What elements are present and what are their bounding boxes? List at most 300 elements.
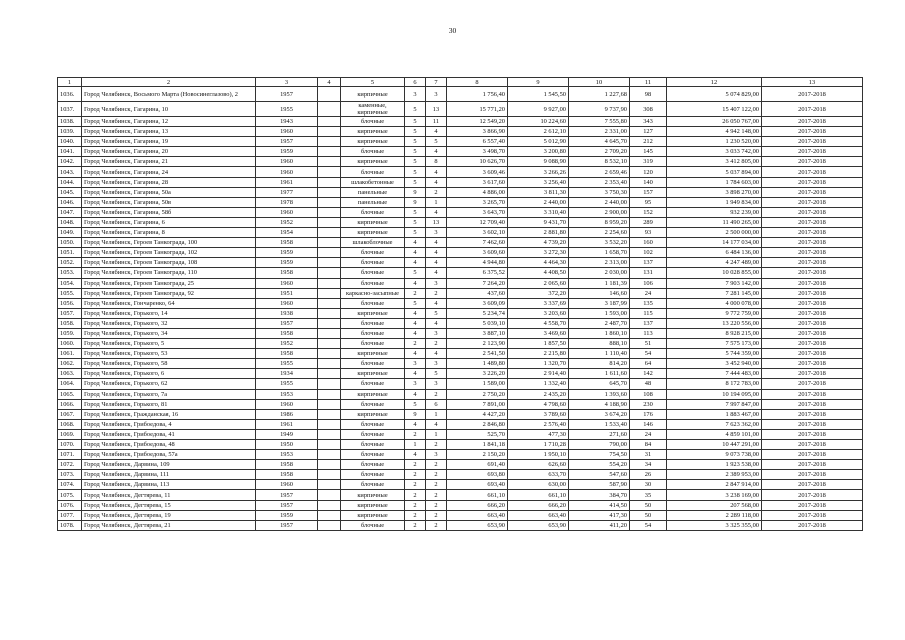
year-built-cell: 1960 bbox=[256, 298, 318, 308]
wall-material-cell: блочные bbox=[341, 520, 405, 530]
cost-cell: 3 325 355,00 bbox=[667, 520, 762, 530]
residents-cell: 145 bbox=[630, 147, 667, 157]
cost-cell: 2 500 000,00 bbox=[667, 228, 762, 238]
col-4-cell bbox=[318, 278, 341, 288]
header-cell: 12 bbox=[667, 78, 762, 87]
cost-cell: 15 407 122,00 bbox=[667, 102, 762, 117]
table-row bbox=[58, 207, 863, 217]
address-cell: Город Челябинск, Гагарина, 21 bbox=[82, 157, 256, 167]
floors-cell: 2 bbox=[405, 470, 426, 480]
col-4-cell bbox=[318, 339, 341, 349]
cost-cell: 4 000 078,00 bbox=[667, 298, 762, 308]
entrances-cell: 4 bbox=[426, 318, 447, 328]
wall-material-cell: блочные bbox=[341, 470, 405, 480]
repair-period-cell: 2017-2018 bbox=[762, 510, 863, 520]
repair-period-cell: 2017-2018 bbox=[762, 409, 863, 419]
total-area-cell: 3 609,09 bbox=[447, 298, 508, 308]
floors-cell: 5 bbox=[405, 147, 426, 157]
col-4-cell bbox=[318, 177, 341, 187]
cost-cell: 3 033 742,00 bbox=[667, 147, 762, 157]
living-area-cell: 9 431,70 bbox=[508, 217, 569, 227]
entrances-cell: 2 bbox=[426, 490, 447, 500]
floors-cell: 5 bbox=[405, 177, 426, 187]
row-number-cell: 1051. bbox=[58, 248, 82, 258]
address-cell: Город Челябинск, Горького, 58 bbox=[82, 359, 256, 369]
floors-cell: 5 bbox=[405, 217, 426, 227]
living-area-cell: 2 612,10 bbox=[508, 127, 569, 137]
wall-material-cell: блочные bbox=[341, 258, 405, 268]
col-4-cell bbox=[318, 409, 341, 419]
entrances-cell: 2 bbox=[426, 500, 447, 510]
year-built-cell: 1953 bbox=[256, 450, 318, 460]
col-4-cell bbox=[318, 450, 341, 460]
floors-cell: 5 bbox=[405, 207, 426, 217]
table-row bbox=[58, 157, 863, 167]
address-cell: Город Челябинск, Горького, 14 bbox=[82, 308, 256, 318]
table-row bbox=[58, 359, 863, 369]
cost-cell: 3 412 805,00 bbox=[667, 157, 762, 167]
address-cell: Город Челябинск, Героев Танкограда, 102 bbox=[82, 248, 256, 258]
residents-cell: 64 bbox=[630, 359, 667, 369]
entrances-cell: 2 bbox=[426, 288, 447, 298]
table-row bbox=[58, 409, 863, 419]
repair-period-cell: 2017-2018 bbox=[762, 419, 863, 429]
address-cell: Город Челябинск, Гончаренко, 64 bbox=[82, 298, 256, 308]
entrances-cell: 2 bbox=[426, 339, 447, 349]
living-area-cell: 2 881,80 bbox=[508, 228, 569, 238]
col-4-cell bbox=[318, 167, 341, 177]
total-area-cell: 12 709,40 bbox=[447, 217, 508, 227]
repair-period-cell: 2017-2018 bbox=[762, 258, 863, 268]
residents-cell: 24 bbox=[630, 429, 667, 439]
cost-cell: 1 923 538,00 bbox=[667, 460, 762, 470]
cost-cell: 5 037 894,00 bbox=[667, 167, 762, 177]
cost-cell: 2 289 118,00 bbox=[667, 510, 762, 520]
total-area-cell: 3 226,20 bbox=[447, 369, 508, 379]
wall-material-cell: блочные bbox=[341, 298, 405, 308]
residents-cell: 160 bbox=[630, 238, 667, 248]
table-row bbox=[58, 187, 863, 197]
year-built-cell: 1951 bbox=[256, 288, 318, 298]
cost-cell: 7 281 145,00 bbox=[667, 288, 762, 298]
row-number-cell: 1049. bbox=[58, 228, 82, 238]
residents-cell: 176 bbox=[630, 409, 667, 419]
residential-area-cell: 9 737,90 bbox=[569, 102, 630, 117]
living-area-cell: 9 088,90 bbox=[508, 157, 569, 167]
year-built-cell: 1952 bbox=[256, 217, 318, 227]
entrances-cell: 4 bbox=[426, 349, 447, 359]
floors-cell: 2 bbox=[405, 460, 426, 470]
address-cell: Город Челябинск, Гагарина, 13 bbox=[82, 127, 256, 137]
residential-area-cell: 3 674,20 bbox=[569, 409, 630, 419]
table-row bbox=[58, 268, 863, 278]
residential-area-cell: 7 555,80 bbox=[569, 117, 630, 127]
cost-cell: 3 452 940,00 bbox=[667, 359, 762, 369]
year-built-cell: 1953 bbox=[256, 389, 318, 399]
table-row bbox=[58, 490, 863, 500]
floors-cell: 4 bbox=[405, 308, 426, 318]
wall-material-cell: блочные bbox=[341, 419, 405, 429]
address-cell: Город Челябинск, Грибоедова, 4 bbox=[82, 419, 256, 429]
table-row bbox=[58, 117, 863, 127]
wall-material-cell: шлакоблочные bbox=[341, 238, 405, 248]
entrances-cell: 4 bbox=[426, 167, 447, 177]
year-built-cell: 1977 bbox=[256, 187, 318, 197]
address-cell: Город Челябинск, Дегтярева, 19 bbox=[82, 510, 256, 520]
wall-material-cell: блочные bbox=[341, 379, 405, 389]
row-number-cell: 1040. bbox=[58, 137, 82, 147]
row-number-cell: 1058. bbox=[58, 318, 82, 328]
total-area-cell: 4 944,80 bbox=[447, 258, 508, 268]
total-area-cell: 3 609,60 bbox=[447, 248, 508, 258]
living-area-cell: 4 798,60 bbox=[508, 399, 569, 409]
repair-period-cell: 2017-2018 bbox=[762, 167, 863, 177]
living-area-cell: 3 266,26 bbox=[508, 167, 569, 177]
year-built-cell: 1959 bbox=[256, 147, 318, 157]
total-area-cell: 7 891,00 bbox=[447, 399, 508, 409]
wall-material-cell: блочные bbox=[341, 399, 405, 409]
row-number-cell: 1056. bbox=[58, 298, 82, 308]
living-area-cell: 2 440,00 bbox=[508, 197, 569, 207]
total-area-cell: 15 771,20 bbox=[447, 102, 508, 117]
total-area-cell: 7 462,60 bbox=[447, 238, 508, 248]
repair-period-cell: 2017-2018 bbox=[762, 308, 863, 318]
entrances-cell: 3 bbox=[426, 450, 447, 460]
total-area-cell: 2 150,20 bbox=[447, 450, 508, 460]
residential-area-cell: 2 030,00 bbox=[569, 268, 630, 278]
residents-cell: 113 bbox=[630, 328, 667, 338]
header-cell: 13 bbox=[762, 78, 863, 87]
repair-period-cell: 2017-2018 bbox=[762, 147, 863, 157]
living-area-cell: 4 558,70 bbox=[508, 318, 569, 328]
living-area-cell: 1 545,50 bbox=[508, 87, 569, 102]
floors-cell: 4 bbox=[405, 318, 426, 328]
cost-cell: 1 784 603,00 bbox=[667, 177, 762, 187]
floors-cell: 4 bbox=[405, 238, 426, 248]
entrances-cell: 4 bbox=[426, 147, 447, 157]
living-area-cell: 3 789,60 bbox=[508, 409, 569, 419]
wall-material-cell: кирпичные bbox=[341, 157, 405, 167]
repair-period-cell: 2017-2018 bbox=[762, 238, 863, 248]
table-row bbox=[58, 450, 863, 460]
wall-material-cell: шлакобетонные bbox=[341, 177, 405, 187]
year-built-cell: 1960 bbox=[256, 167, 318, 177]
wall-material-cell: блочные bbox=[341, 167, 405, 177]
table-row bbox=[58, 177, 863, 187]
living-area-cell: 2 914,40 bbox=[508, 369, 569, 379]
cost-cell: 14 177 034,00 bbox=[667, 238, 762, 248]
repair-period-cell: 2017-2018 bbox=[762, 379, 863, 389]
residents-cell: 50 bbox=[630, 500, 667, 510]
total-area-cell: 2 846,80 bbox=[447, 419, 508, 429]
table-row bbox=[58, 460, 863, 470]
entrances-cell: 3 bbox=[426, 87, 447, 102]
floors-cell: 3 bbox=[405, 379, 426, 389]
row-number-cell: 1077. bbox=[58, 510, 82, 520]
repair-period-cell: 2017-2018 bbox=[762, 490, 863, 500]
wall-material-cell: блочные bbox=[341, 318, 405, 328]
floors-cell: 5 bbox=[405, 127, 426, 137]
row-number-cell: 1052. bbox=[58, 258, 82, 268]
residential-area-cell: 754,50 bbox=[569, 450, 630, 460]
repair-period-cell: 2017-2018 bbox=[762, 318, 863, 328]
address-cell: Город Челябинск, Дарвина, 111 bbox=[82, 470, 256, 480]
residential-area-cell: 1 658,70 bbox=[569, 248, 630, 258]
living-area-cell: 653,90 bbox=[508, 520, 569, 530]
cost-cell: 9 772 759,00 bbox=[667, 308, 762, 318]
wall-material-cell: кирпичные bbox=[341, 127, 405, 137]
wall-material-cell: кирпичные bbox=[341, 217, 405, 227]
table-row bbox=[58, 399, 863, 409]
living-area-cell: 663,40 bbox=[508, 510, 569, 520]
cost-cell: 5 074 829,00 bbox=[667, 87, 762, 102]
floors-cell: 4 bbox=[405, 419, 426, 429]
wall-material-cell: блочные bbox=[341, 207, 405, 217]
table-row bbox=[58, 298, 863, 308]
table-row bbox=[58, 480, 863, 490]
table-row bbox=[58, 369, 863, 379]
wall-material-cell: блочные bbox=[341, 328, 405, 338]
floors-cell: 2 bbox=[405, 520, 426, 530]
floors-cell: 4 bbox=[405, 349, 426, 359]
living-area-cell: 2 065,60 bbox=[508, 278, 569, 288]
year-built-cell: 1960 bbox=[256, 157, 318, 167]
entrances-cell: 2 bbox=[426, 440, 447, 450]
address-cell: Город Челябинск, Горького, 53 bbox=[82, 349, 256, 359]
residential-area-cell: 554,20 bbox=[569, 460, 630, 470]
address-cell: Город Челябинск, Героев Танкограда, 25 bbox=[82, 278, 256, 288]
residential-area-cell: 8 959,20 bbox=[569, 217, 630, 227]
address-cell: Город Челябинск, Гагарина, 20 bbox=[82, 147, 256, 157]
living-area-cell: 372,20 bbox=[508, 288, 569, 298]
row-number-cell: 1036. bbox=[58, 87, 82, 102]
cost-cell: 11 490 265,00 bbox=[667, 217, 762, 227]
year-built-cell: 1961 bbox=[256, 419, 318, 429]
wall-material-cell: блочные bbox=[341, 440, 405, 450]
residents-cell: 35 bbox=[630, 490, 667, 500]
table-row bbox=[58, 217, 863, 227]
repair-period-cell: 2017-2018 bbox=[762, 268, 863, 278]
residential-area-cell: 1 393,60 bbox=[569, 389, 630, 399]
address-cell: Город Челябинск, Дегтярева, 15 bbox=[82, 500, 256, 510]
cost-cell: 2 847 914,00 bbox=[667, 480, 762, 490]
living-area-cell: 3 337,69 bbox=[508, 298, 569, 308]
entrances-cell: 3 bbox=[426, 228, 447, 238]
col-4-cell bbox=[318, 248, 341, 258]
residential-area-cell: 587,90 bbox=[569, 480, 630, 490]
col-4-cell bbox=[318, 440, 341, 450]
floors-cell: 5 bbox=[405, 117, 426, 127]
address-cell: Город Челябинск, Героев Танкограда, 92 bbox=[82, 288, 256, 298]
table-row bbox=[58, 197, 863, 207]
entrances-cell: 4 bbox=[426, 238, 447, 248]
address-cell: Город Челябинск, Восьмого Марта (Новосинеглазово), 2 bbox=[82, 87, 256, 102]
total-area-cell: 1 841,18 bbox=[447, 440, 508, 450]
entrances-cell: 2 bbox=[426, 187, 447, 197]
residential-area-cell: 2 353,40 bbox=[569, 177, 630, 187]
header-cell: 4 bbox=[318, 78, 341, 87]
address-cell: Город Челябинск, Дегтярева, 21 bbox=[82, 520, 256, 530]
residents-cell: 84 bbox=[630, 440, 667, 450]
total-area-cell: 6 557,40 bbox=[447, 137, 508, 147]
cost-cell: 4 247 489,00 bbox=[667, 258, 762, 268]
entrances-cell: 3 bbox=[426, 379, 447, 389]
residents-cell: 137 bbox=[630, 258, 667, 268]
entrances-cell: 2 bbox=[426, 460, 447, 470]
residents-cell: 120 bbox=[630, 167, 667, 177]
floors-cell: 9 bbox=[405, 197, 426, 207]
entrances-cell: 4 bbox=[426, 248, 447, 258]
total-area-cell: 2 750,20 bbox=[447, 389, 508, 399]
residential-area-cell: 645,70 bbox=[569, 379, 630, 389]
living-area-cell: 2 576,40 bbox=[508, 419, 569, 429]
entrances-cell: 6 bbox=[426, 399, 447, 409]
wall-material-cell: кирпичные bbox=[341, 87, 405, 102]
cost-cell: 26 050 767,00 bbox=[667, 117, 762, 127]
address-cell: Город Челябинск, Гагарина, 10 bbox=[82, 102, 256, 117]
address-cell: Город Челябинск, Гагарина, 58б bbox=[82, 207, 256, 217]
residents-cell: 26 bbox=[630, 470, 667, 480]
col-4-cell bbox=[318, 318, 341, 328]
total-area-cell: 693,40 bbox=[447, 480, 508, 490]
floors-cell: 3 bbox=[405, 87, 426, 102]
col-4-cell bbox=[318, 359, 341, 369]
cost-cell: 1 949 834,00 bbox=[667, 197, 762, 207]
total-area-cell: 7 264,20 bbox=[447, 278, 508, 288]
table-row bbox=[58, 339, 863, 349]
col-4-cell bbox=[318, 308, 341, 318]
year-built-cell: 1959 bbox=[256, 258, 318, 268]
living-area-cell: 3 469,60 bbox=[508, 328, 569, 338]
row-number-cell: 1050. bbox=[58, 238, 82, 248]
year-built-cell: 1960 bbox=[256, 207, 318, 217]
residents-cell: 95 bbox=[630, 197, 667, 207]
table-row bbox=[58, 520, 863, 530]
residential-area-cell: 3 532,20 bbox=[569, 238, 630, 248]
wall-material-cell: кирпичные bbox=[341, 228, 405, 238]
residential-area-cell: 1 181,39 bbox=[569, 278, 630, 288]
table-row bbox=[58, 389, 863, 399]
total-area-cell: 2 123,90 bbox=[447, 339, 508, 349]
year-built-cell: 1949 bbox=[256, 429, 318, 439]
residents-cell: 230 bbox=[630, 399, 667, 409]
residents-cell: 34 bbox=[630, 460, 667, 470]
living-area-cell: 1 710,28 bbox=[508, 440, 569, 450]
floors-cell: 5 bbox=[405, 157, 426, 167]
entrances-cell: 1 bbox=[426, 409, 447, 419]
floors-cell: 4 bbox=[405, 328, 426, 338]
residential-area-cell: 1 860,10 bbox=[569, 328, 630, 338]
wall-material-cell: панельные bbox=[341, 197, 405, 207]
residential-area-cell: 2 709,20 bbox=[569, 147, 630, 157]
header-cell: 6 bbox=[405, 78, 426, 87]
entrances-cell: 4 bbox=[426, 268, 447, 278]
total-area-cell: 3 643,70 bbox=[447, 207, 508, 217]
table-row bbox=[58, 379, 863, 389]
year-built-cell: 1957 bbox=[256, 500, 318, 510]
living-area-cell: 3 200,80 bbox=[508, 147, 569, 157]
year-built-cell: 1958 bbox=[256, 460, 318, 470]
floors-cell: 2 bbox=[405, 500, 426, 510]
total-area-cell: 3 866,90 bbox=[447, 127, 508, 137]
total-area-cell: 2 541,50 bbox=[447, 349, 508, 359]
residential-area-cell: 1 227,68 bbox=[569, 87, 630, 102]
year-built-cell: 1961 bbox=[256, 177, 318, 187]
year-built-cell: 1960 bbox=[256, 399, 318, 409]
cost-cell: 6 484 136,00 bbox=[667, 248, 762, 258]
col-4-cell bbox=[318, 429, 341, 439]
year-built-cell: 1959 bbox=[256, 510, 318, 520]
address-cell: Город Челябинск, Гражданская, 16 bbox=[82, 409, 256, 419]
address-cell: Город Челябинск, Горького, 62 bbox=[82, 379, 256, 389]
entrances-cell: 4 bbox=[426, 258, 447, 268]
row-number-cell: 1078. bbox=[58, 520, 82, 530]
year-built-cell: 1955 bbox=[256, 359, 318, 369]
wall-material-cell: блочные bbox=[341, 429, 405, 439]
col-4-cell bbox=[318, 470, 341, 480]
cost-cell: 2 389 953,00 bbox=[667, 470, 762, 480]
header-row bbox=[58, 78, 863, 87]
residential-area-cell: 1 533,40 bbox=[569, 419, 630, 429]
table-row bbox=[58, 328, 863, 338]
row-number-cell: 1066. bbox=[58, 399, 82, 409]
wall-material-cell: кирпичные bbox=[341, 510, 405, 520]
residential-area-cell: 417,30 bbox=[569, 510, 630, 520]
floors-cell: 2 bbox=[405, 288, 426, 298]
repair-period-cell: 2017-2018 bbox=[762, 102, 863, 117]
table-row bbox=[58, 167, 863, 177]
repair-period-cell: 2017-2018 bbox=[762, 429, 863, 439]
residential-area-cell: 2 900,00 bbox=[569, 207, 630, 217]
year-built-cell: 1952 bbox=[256, 339, 318, 349]
address-cell: Город Челябинск, Горького, 32 bbox=[82, 318, 256, 328]
table-row bbox=[58, 102, 863, 117]
repair-period-cell: 2017-2018 bbox=[762, 520, 863, 530]
floors-cell: 5 bbox=[405, 167, 426, 177]
floors-cell: 5 bbox=[405, 399, 426, 409]
cost-cell: 932 239,00 bbox=[667, 207, 762, 217]
wall-material-cell: кирпичные bbox=[341, 369, 405, 379]
cost-cell: 10 028 855,00 bbox=[667, 268, 762, 278]
row-number-cell: 1062. bbox=[58, 359, 82, 369]
col-4-cell bbox=[318, 399, 341, 409]
entrances-cell: 5 bbox=[426, 369, 447, 379]
address-cell: Город Челябинск, Грибоедова, 41 bbox=[82, 429, 256, 439]
total-area-cell: 1 589,00 bbox=[447, 379, 508, 389]
address-cell: Город Челябинск, Гагарина, 28 bbox=[82, 177, 256, 187]
residents-cell: 54 bbox=[630, 520, 667, 530]
residential-area-cell: 1 593,00 bbox=[569, 308, 630, 318]
total-area-cell: 3 887,10 bbox=[447, 328, 508, 338]
year-built-cell: 1959 bbox=[256, 248, 318, 258]
cost-cell: 7 997 847,00 bbox=[667, 399, 762, 409]
entrances-cell: 11 bbox=[426, 117, 447, 127]
address-cell: Город Челябинск, Горького, 5 bbox=[82, 339, 256, 349]
year-built-cell: 1960 bbox=[256, 480, 318, 490]
residents-cell: 51 bbox=[630, 339, 667, 349]
header-cell: 8 bbox=[447, 78, 508, 87]
residents-cell: 127 bbox=[630, 127, 667, 137]
residents-cell: 289 bbox=[630, 217, 667, 227]
living-area-cell: 1 857,50 bbox=[508, 339, 569, 349]
table-row bbox=[58, 228, 863, 238]
row-number-cell: 1059. bbox=[58, 328, 82, 338]
cost-cell: 3 898 270,00 bbox=[667, 187, 762, 197]
repair-period-cell: 2017-2018 bbox=[762, 480, 863, 490]
residents-cell: 115 bbox=[630, 308, 667, 318]
wall-material-cell: блочные bbox=[341, 268, 405, 278]
col-4-cell bbox=[318, 510, 341, 520]
